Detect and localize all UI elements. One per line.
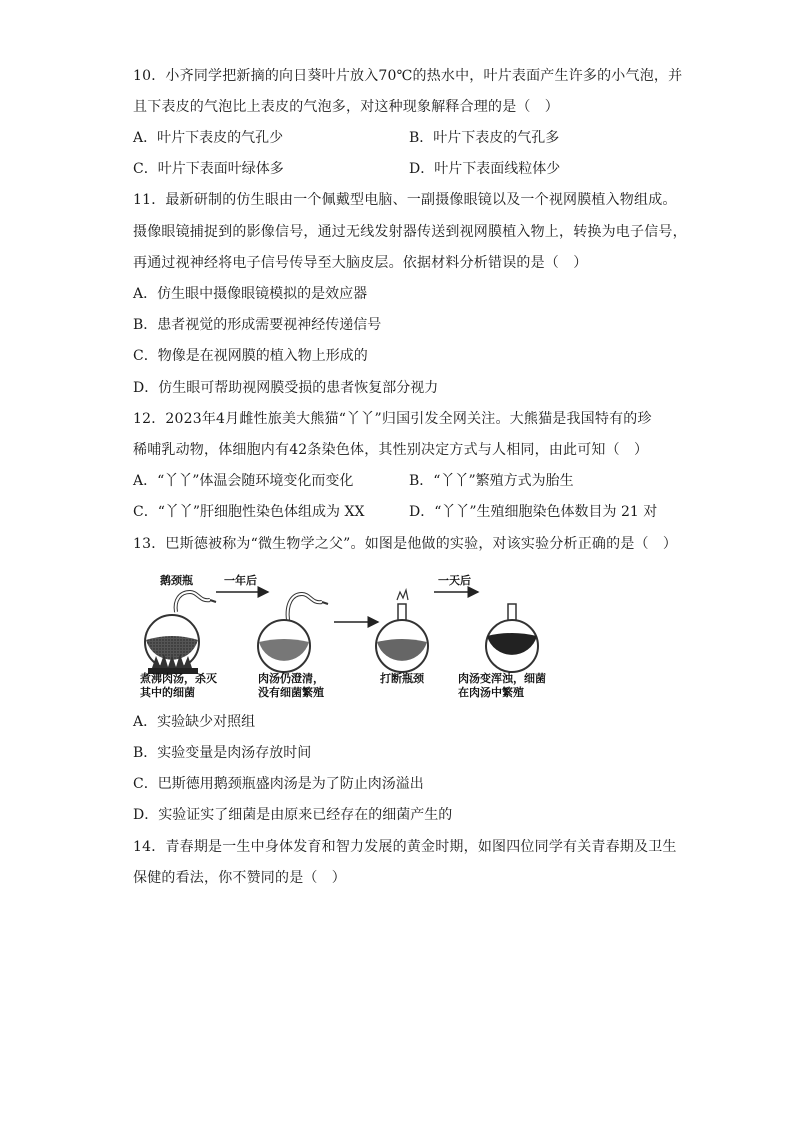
caption-1-line1: 煮沸肉汤，杀灭 bbox=[140, 672, 217, 685]
q14-stem-line2: 保健的看法，你不赞同的是（ ） bbox=[133, 870, 346, 886]
q13-option-d: D．实验证实了细菌是由原来已经存在的细菌产生的 bbox=[133, 807, 453, 823]
caption-4-line1: 肉汤变浑浊，细菌 bbox=[458, 672, 546, 685]
flask-label: 鹅颈瓶 bbox=[160, 574, 193, 587]
flask-clear bbox=[258, 594, 328, 672]
q11-option-c: C．物像是在视网膜的植入物上形成的 bbox=[133, 348, 368, 364]
q12-option-c: C．“丫丫”肝细胞性染色体组成为 XX bbox=[133, 504, 365, 520]
q11-stem-line3: 再通过视神经将电子信号传导至大脑皮层。依据材料分析错误的是（ ） bbox=[133, 255, 588, 271]
arrow-one-year-label: 一年后 bbox=[224, 574, 257, 587]
q11-stem-line1: 11．最新研制的仿生眼由一个佩戴型电脑、一副摄像眼镜以及一个视网膜植入物组成。 bbox=[133, 192, 677, 208]
flask-broken-neck bbox=[376, 590, 428, 672]
q10-option-b: B．叶片下表皮的气孔多 bbox=[409, 130, 560, 146]
caption-3-line1: 打断瓶颈 bbox=[380, 672, 424, 685]
q10-option-c: C．叶片下表面叶绿体多 bbox=[133, 161, 284, 177]
q11-option-b: B．患者视觉的形成需要视神经传递信号 bbox=[133, 317, 382, 333]
q13-option-c: C．巴斯德用鹅颈瓶盛肉汤是为了防止肉汤溢出 bbox=[133, 776, 424, 792]
q14-stem-line1: 14．青春期是一生中身体发育和智力发展的黄金时期，如图四位同学有关青春期及卫生 bbox=[133, 839, 677, 855]
pasteur-experiment-figure bbox=[138, 570, 670, 700]
q11-option-d: D．仿生眼可帮助视网膜受损的患者恢复部分视力 bbox=[133, 380, 439, 396]
q12-option-a: A．“丫丫”体温会随环境变化而变化 bbox=[133, 473, 354, 489]
arrow-one-day-label: 一天后 bbox=[438, 574, 471, 587]
q11-stem-line2: 摄像眼镜捕捉到的影像信号，通过无线发射器传送到视网膜植入物上，转换为电子信号， bbox=[133, 224, 687, 240]
broken-neck bbox=[397, 590, 408, 600]
q12-option-d: D．“丫丫”生殖细胞染色体数目为 21 对 bbox=[409, 504, 658, 520]
q10-option-a: A．叶片下表皮的气孔少 bbox=[133, 130, 284, 146]
q13-option-a: A．实验缺少对照组 bbox=[133, 714, 256, 730]
q12-option-b: B．“丫丫”繁殖方式为胎生 bbox=[409, 473, 574, 489]
q10-stem-line2: 且下表皮的气泡比上表皮的气泡多，对这种现象解释合理的是（ ） bbox=[133, 99, 559, 115]
q10-option-d: D．叶片下表面线粒体少 bbox=[409, 161, 561, 177]
q11-option-a: A．仿生眼中摄像眼镜模拟的是效应器 bbox=[133, 286, 368, 302]
q12-stem-line1: 12．2023年4月雌性旅美大熊猫“丫丫”归国引发全网关注。大熊猫是我国特有的珍 bbox=[133, 411, 652, 427]
flask-turbid bbox=[486, 604, 538, 672]
caption-2-line2: 没有细菌繁殖 bbox=[258, 686, 324, 699]
q10-stem-line1: 10．小齐同学把新摘的向日葵叶片放入70℃的热水中，叶片表面产生许多的小气泡，并 bbox=[133, 68, 683, 84]
q13-option-b: B．实验变量是肉汤存放时间 bbox=[133, 745, 312, 761]
flask-boiling bbox=[145, 573, 216, 674]
caption-4-line2: 在肉汤中繁殖 bbox=[458, 686, 524, 699]
caption-2-line1: 肉汤仍澄清， bbox=[258, 672, 324, 685]
q12-stem-line2: 稀哺乳动物，体细胞内有42条染色体，其性别决定方式与人相同，由此可知（ ） bbox=[133, 442, 649, 458]
q13-stem-line1: 13．巴斯德被称为“微生物学之父”。如图是他做的实验，对该实验分析正确的是（ ） bbox=[133, 536, 678, 552]
caption-1-line2: 其中的细菌 bbox=[140, 686, 195, 699]
